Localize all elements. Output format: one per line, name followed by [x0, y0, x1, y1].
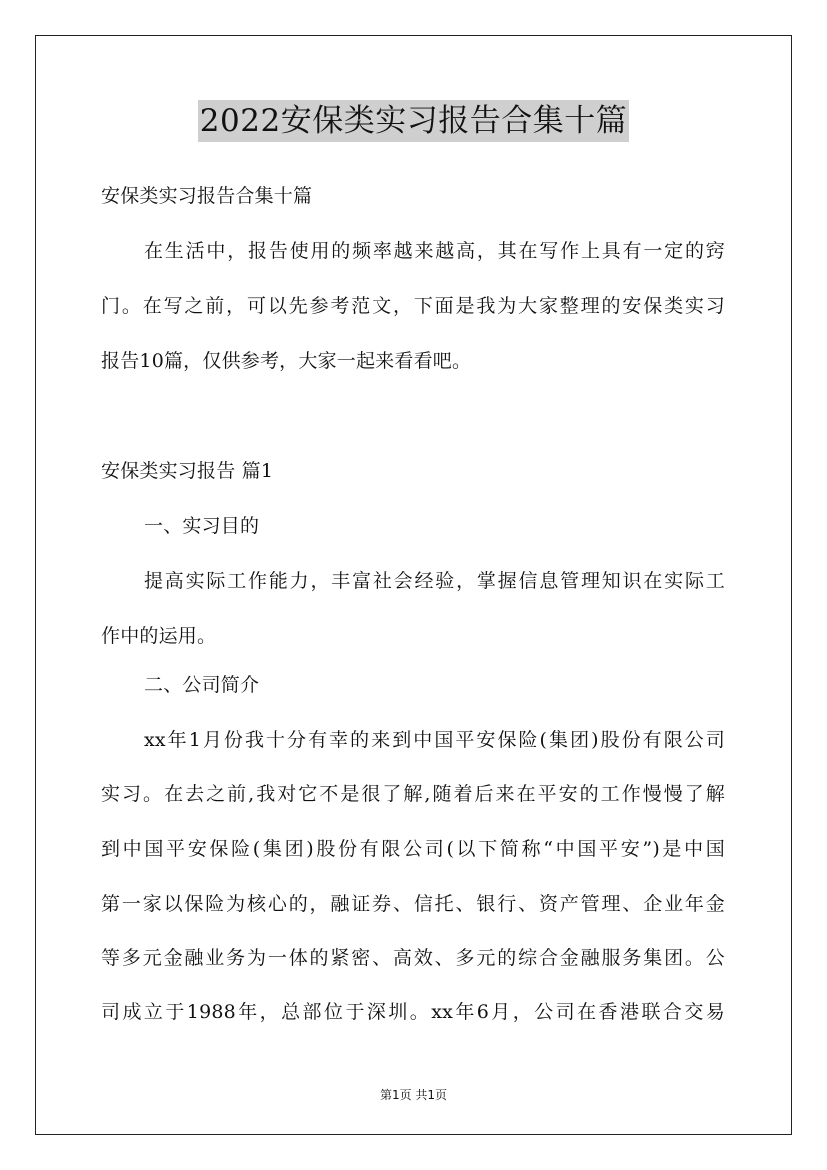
paragraph-line: 在生活中，报告使用的频率越来越高，其在写作上具有一定的窍 — [144, 240, 725, 262]
paragraph-line: 报告10篇，仅供参考，大家一起来看看吧。 — [101, 350, 472, 372]
paragraph-line: 作中的运用。 — [101, 625, 217, 647]
document-title: 2022安保类实习报告合集十篇 — [198, 100, 629, 142]
section-heading: 安保类实习报告 篇1 — [101, 460, 274, 482]
page-footer: 第1页 共1页 — [379, 1088, 448, 1102]
subtitle-line: 安保类实习报告合集十篇 — [101, 185, 313, 207]
paragraph-line: 到中国平安保险(集团)股份有限公司(以下简称“中国平安”)是中国 — [101, 838, 725, 860]
paragraph-line: 门。在写之前，可以先参考范文，下面是我为大家整理的安保类实习 — [101, 295, 725, 317]
subheading: 一、实习目的 — [144, 515, 260, 537]
paragraph-line: 等多元金融业务为一体的紧密、高效、多元的综合金融服务集团。公 — [101, 947, 725, 969]
paragraph-line: 第一家以保险为核心的，融证券、信托、银行、资产管理、企业年金 — [101, 893, 725, 915]
paragraph-line: 实习。在去之前,我对它不是很了解,随着后来在平安的工作慢慢了解 — [101, 783, 725, 805]
subheading: 二、公司简介 — [144, 674, 260, 696]
paragraph-line: 司成立于1988年，总部位于深圳。xx年6月，公司在香港联合交易 — [101, 1001, 725, 1023]
paragraph-line: xx年1月份我十分有幸的来到中国平安保险(集团)股份有限公司 — [144, 729, 725, 751]
title-container — [0, 100, 827, 142]
paragraph-line: 提高实际工作能力，丰富社会经验，掌握信息管理知识在实际工 — [144, 570, 725, 592]
